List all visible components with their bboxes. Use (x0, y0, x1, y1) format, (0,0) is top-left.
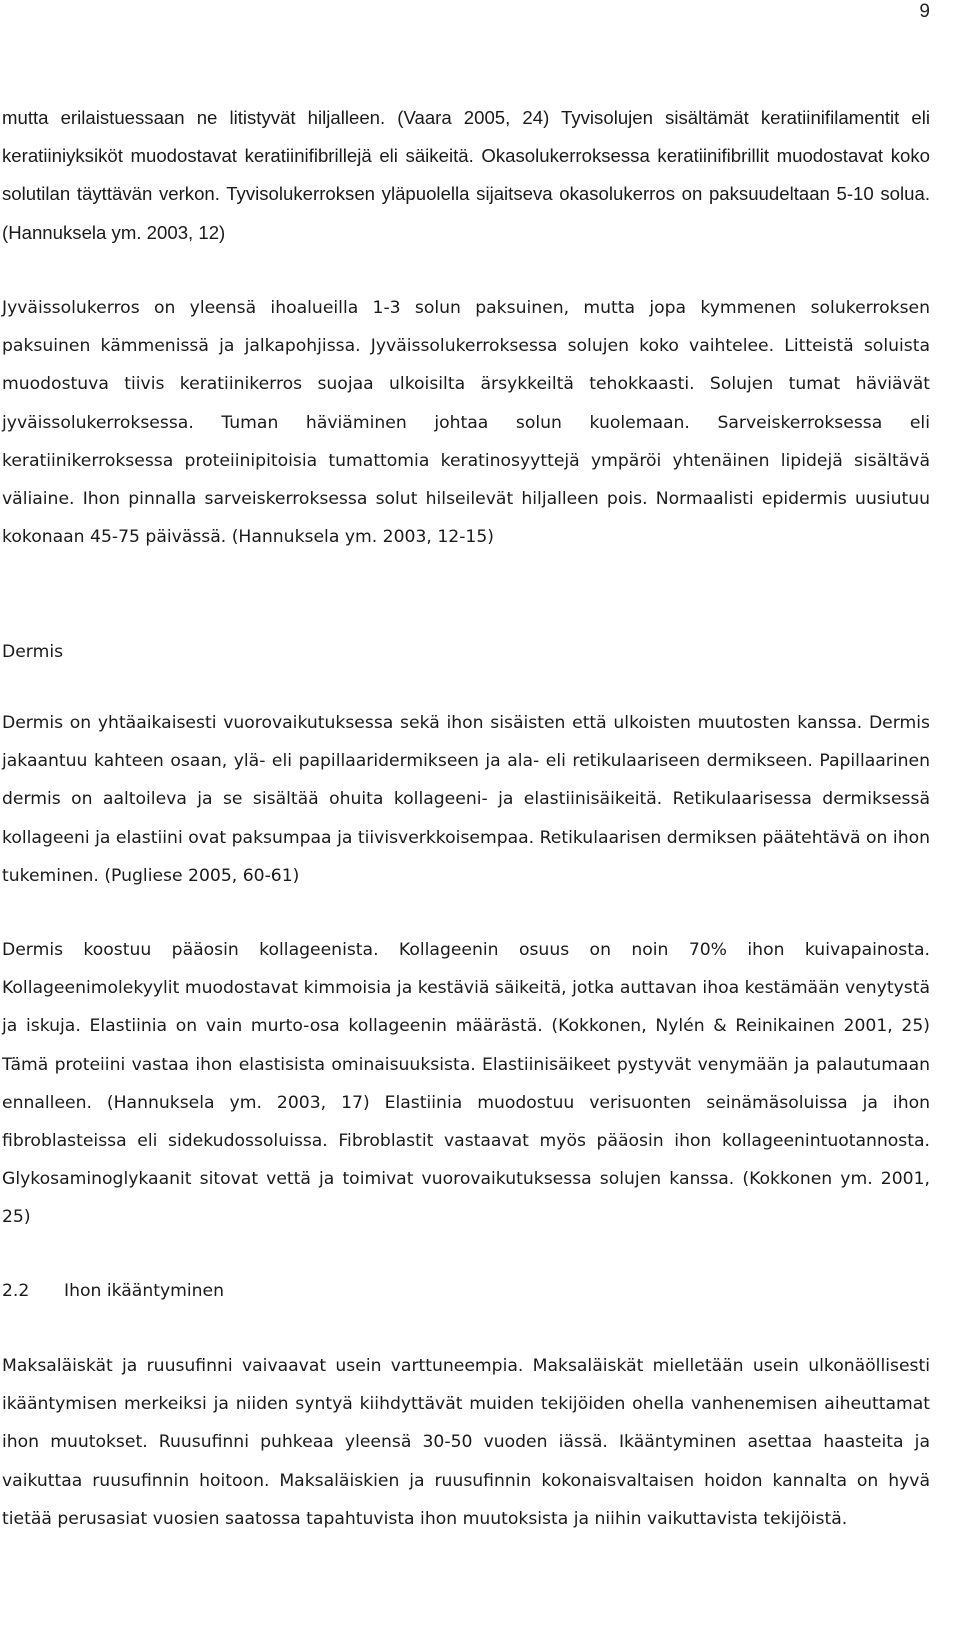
paragraph-granular-layer: Jyväissolukerros on yleensä ihoalueilla 1-3 solun paksuinen, mutta jopa kymmenen solukerroksen paksuinen kämmenissä ja jalkapohjissa. Jyväissolukerroksessa solujen koko vaihtelee. Litteistä soluista muodostuva tiivis keratiinikerros suojaa ulkoisilta ärsykkeiltä tehokkaasti. Solujen tumat häviävät jyväissolukerroksessa. Tuman häviäminen johtaa solun kuolemaan. Sarveiskerroksessa eli keratiinikerroksessa proteiinipitoisia tumattomia keratinosyyttejä ympäröi yhtenäinen lipidejä sisältävä väliaine. Ihon pinnalla sarveiskerroksessa solut hilseilevät hiljalleen pois. Normaalisti epidermis uusiutuu kokonaan 45-75 päivässä. (Hannuksela ym. 2003, 12-15) (2, 298, 930, 548)
section-heading (2, 1272, 224, 1310)
paragraph-dermis-structure: Dermis on yhtäaikaisesti vuorovaikutuksessa sekä ihon sisäisten että ulkoisten muutosten kanssa. Dermis jakaantuu kahteen osaan, ylä- eli papillaaridermikseen ja ala- eli retikulaariseen dermikseen. Papillaarinen dermis on aaltoileva ja se sisältää ohuita kollageeni- ja elastiinisäikeitä. Retikulaarisessa dermiksessä kollageeni ja elastiini ovat paksumpaa ja tiivisverkkoisempaa. Retikulaarisen dermiksen päätehtävä on ihon tukeminen. (Pugliese 2005, 60-61) (2, 713, 930, 886)
page-number: 9 (919, 1, 930, 22)
subheading-dermis: Dermis (2, 642, 64, 662)
paragraph-epidermis-layers: mutta erilaistuessaan ne litistyvät hiljalleen. (Vaara 2005, 24) Tyvisolujen sisältämät keratiinifilamentit eli keratiiniyksiköt muodostavat keratiinifibrillejä eli säikeitä. Okasolukerroksessa keratiinifibrillit muodostavat koko solutilan täyttävän verkon. Tyvisolukerroksen yläpuolella sijaitseva okasolukerros on paksuudeltaan 5-10 solua. (Hannuksela ym. 2003, 12) (2, 107, 930, 243)
section-title: Ihon ikääntyminen (64, 1281, 225, 1301)
paragraph-skin-aging: Maksaläiskät ja ruusufinni vaivaavat usein varttuneempia. Maksaläiskät mielletään usein ulkonäöllisesti ikääntymisen merkeiksi ja niiden syntyä kiihdyttävät muiden tekijöiden ohella vanhenemisen aiheuttamat ihon muutokset. Ruusufinni puhkeaa yleensä 30-50 vuoden iässä. Ikääntyminen asettaa haasteita ja vaikuttaa ruusufinnin hoitoon. Maksaläiskien ja ruusufinnin kokonaisvaltaisen hoidon kannalta on hyvä tietää perusasiat vuosien saatossa tapahtuvista ihon muutoksista ja niihin vaikuttavista tekijöistä. (2, 1356, 930, 1529)
section-number: 2.2 (2, 1281, 30, 1301)
paragraph-dermis-collagen: Dermis koostuu pääosin kollageenista. Kollageenin osuus on noin 70% ihon kuivapainosta. Kollageenimolekyylit muodostavat kimmoisia ja kestäviä säikeitä, jotka auttavan ihoa kestämään venytystä ja iskuja. Elastiinia on vain murto-osa kollageenin määrästä. (Kokkonen, Nylén & Reinikainen 2001, 25) Tämä proteiini vastaa ihon elastisista ominaisuuksista. Elastiinisäikeet pystyvät venymään ja palautumaan ennalleen. (Hannuksela ym. 2003, 17) Elastiinia muodostuu verisuonten seinämäsoluissa ja ihon fibroblasteissa eli sidekudossoluissa. Fibroblastit vastaavat myös pääosin ihon kollageenintuotannosta. Glykosaminoglykaanit sitovat vettä ja toimivat vuorovaikutuksessa solujen kanssa. (Kokkonen ym. 2001, 25) (2, 940, 930, 1228)
